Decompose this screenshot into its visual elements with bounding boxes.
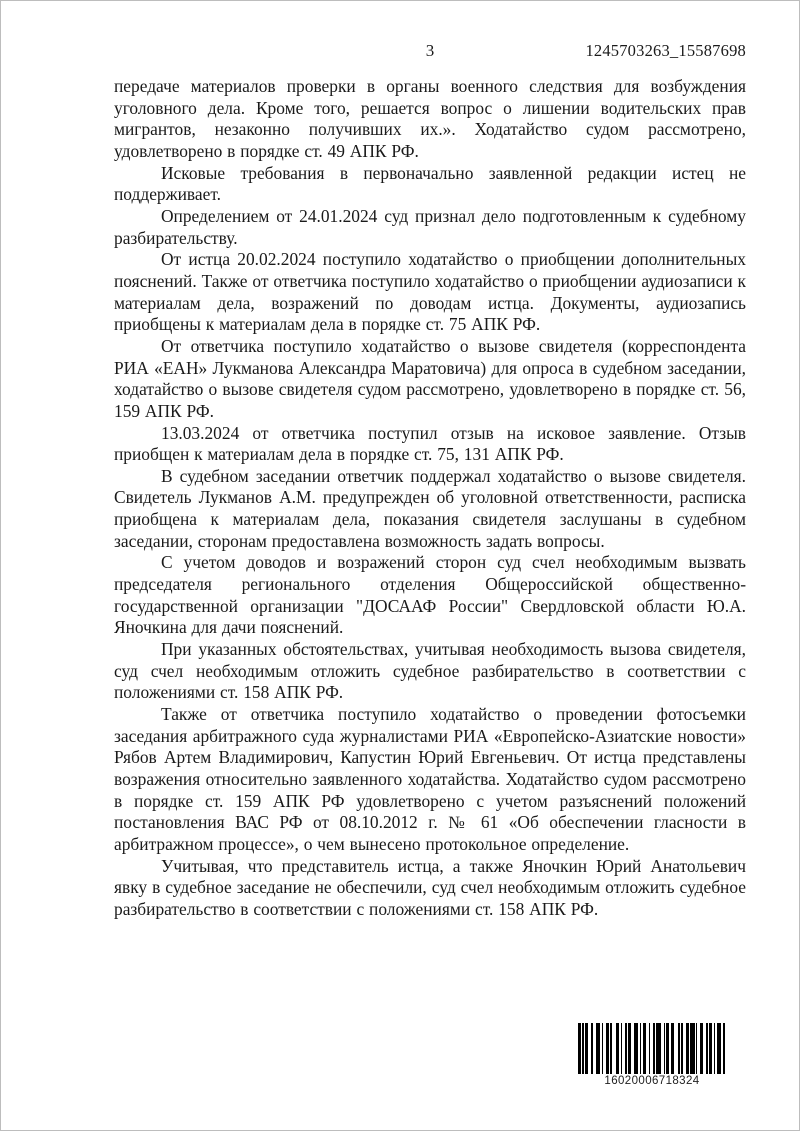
paragraph: передаче материалов проверки в органы военного следствия для возбуждения уголовного дела. Кроме того, решается вопрос о лишении водительских прав мигрантов, незаконно получивших их.». Ходатайство судом рассмотрено, удовлетворено в порядке ст. 49 АПК РФ. bbox=[114, 76, 746, 161]
paragraph: Учитывая, что представитель истца, а также Яночкин Юрий Анатольевич явку в судебное заседание не обеспечили, суд счел необходимым отложить судебное разбирательство в соответствии с положениями ст. 158 АПК РФ. bbox=[114, 855, 746, 919]
paragraph: 13.03.2024 от ответчика поступил отзыв на исковое заявление. Отзыв приобщен к материалам дела в порядке ст. 75, 131 АПК РФ. bbox=[114, 422, 746, 465]
barcode bbox=[578, 1023, 726, 1087]
paragraph: Исковые требования в первоначально заявленной редакции истец не поддерживает. bbox=[114, 162, 746, 205]
paragraph: От истца 20.02.2024 поступило ходатайство о приобщении дополнительных пояснений. Также от ответчика поступило ходатайство о приобщении аудиозаписи к материалам дела, возражений по доводам истца. Документы, аудиозапись приобщены к материалам дела в порядке ст. 75 АПК РФ. bbox=[114, 249, 746, 335]
barcode-bars-icon bbox=[578, 1023, 726, 1074]
paragraph: Также от ответчика поступило ходатайство о проведении фотосъемки заседания арбитражного суда журналистами РИА «Европейско-Азиатские новости» Рябов Артем Владимирович, Капустин Юрий Евгеньевич. От истца представлены возражения относительно заявленного ходатайства. Ходатайство судом рассмотрено в порядке ст. 159 АПК РФ удовлетворено с учетом разъяснений положений постановления ВАС РФ от 08.10.2012 г. № 61 «Об обеспечении гласности в арбитражном процессе», о чем вынесено протокольное определение. bbox=[114, 704, 746, 854]
page-header bbox=[114, 41, 746, 61]
paragraph: С учетом доводов и возражений сторон суд счел необходимым вызвать председателя регионального отделения Общероссийской общественно-государственной организации "ДОСААФ России" Свердловской области Ю.А. Яночкина для дачи пояснений. bbox=[114, 552, 746, 638]
document-id: 1245703263_15587698 bbox=[585, 41, 746, 60]
document-body bbox=[114, 76, 746, 921]
paragraph: Определением от 24.01.2024 суд признал дело подготовленным к судебному разбирательству. bbox=[114, 205, 746, 248]
paragraph: От ответчика поступило ходатайство о вызове свидетеля (корреспондента РИА «ЕАН» Лукманова Александра Маратовича) для опроса в судебном заседании, ходатайство о вызове свидетеля судом рассмотрено, удовлетворено в порядке ст. 56, 159 АПК РФ. bbox=[114, 335, 746, 421]
paragraph: В судебном заседании ответчик поддержал ходатайство о вызове свидетеля. Свидетель Лукманов А.М. предупрежден об уголовной ответственности, расписка приобщена к материалам дела, показания свидетеля заслушаны в судебном заседании, сторонам предоставлена возможность задать вопросы. bbox=[114, 465, 746, 551]
paragraph: При указанных обстоятельствах, учитывая необходимость вызова свидетеля, суд счел необходимым отложить судебное разбирательство в соответствии с положениями ст. 158 АПК РФ. bbox=[114, 639, 746, 703]
page-number: 3 bbox=[425, 41, 435, 60]
barcode-number: 16020006718324 bbox=[604, 1075, 700, 1087]
